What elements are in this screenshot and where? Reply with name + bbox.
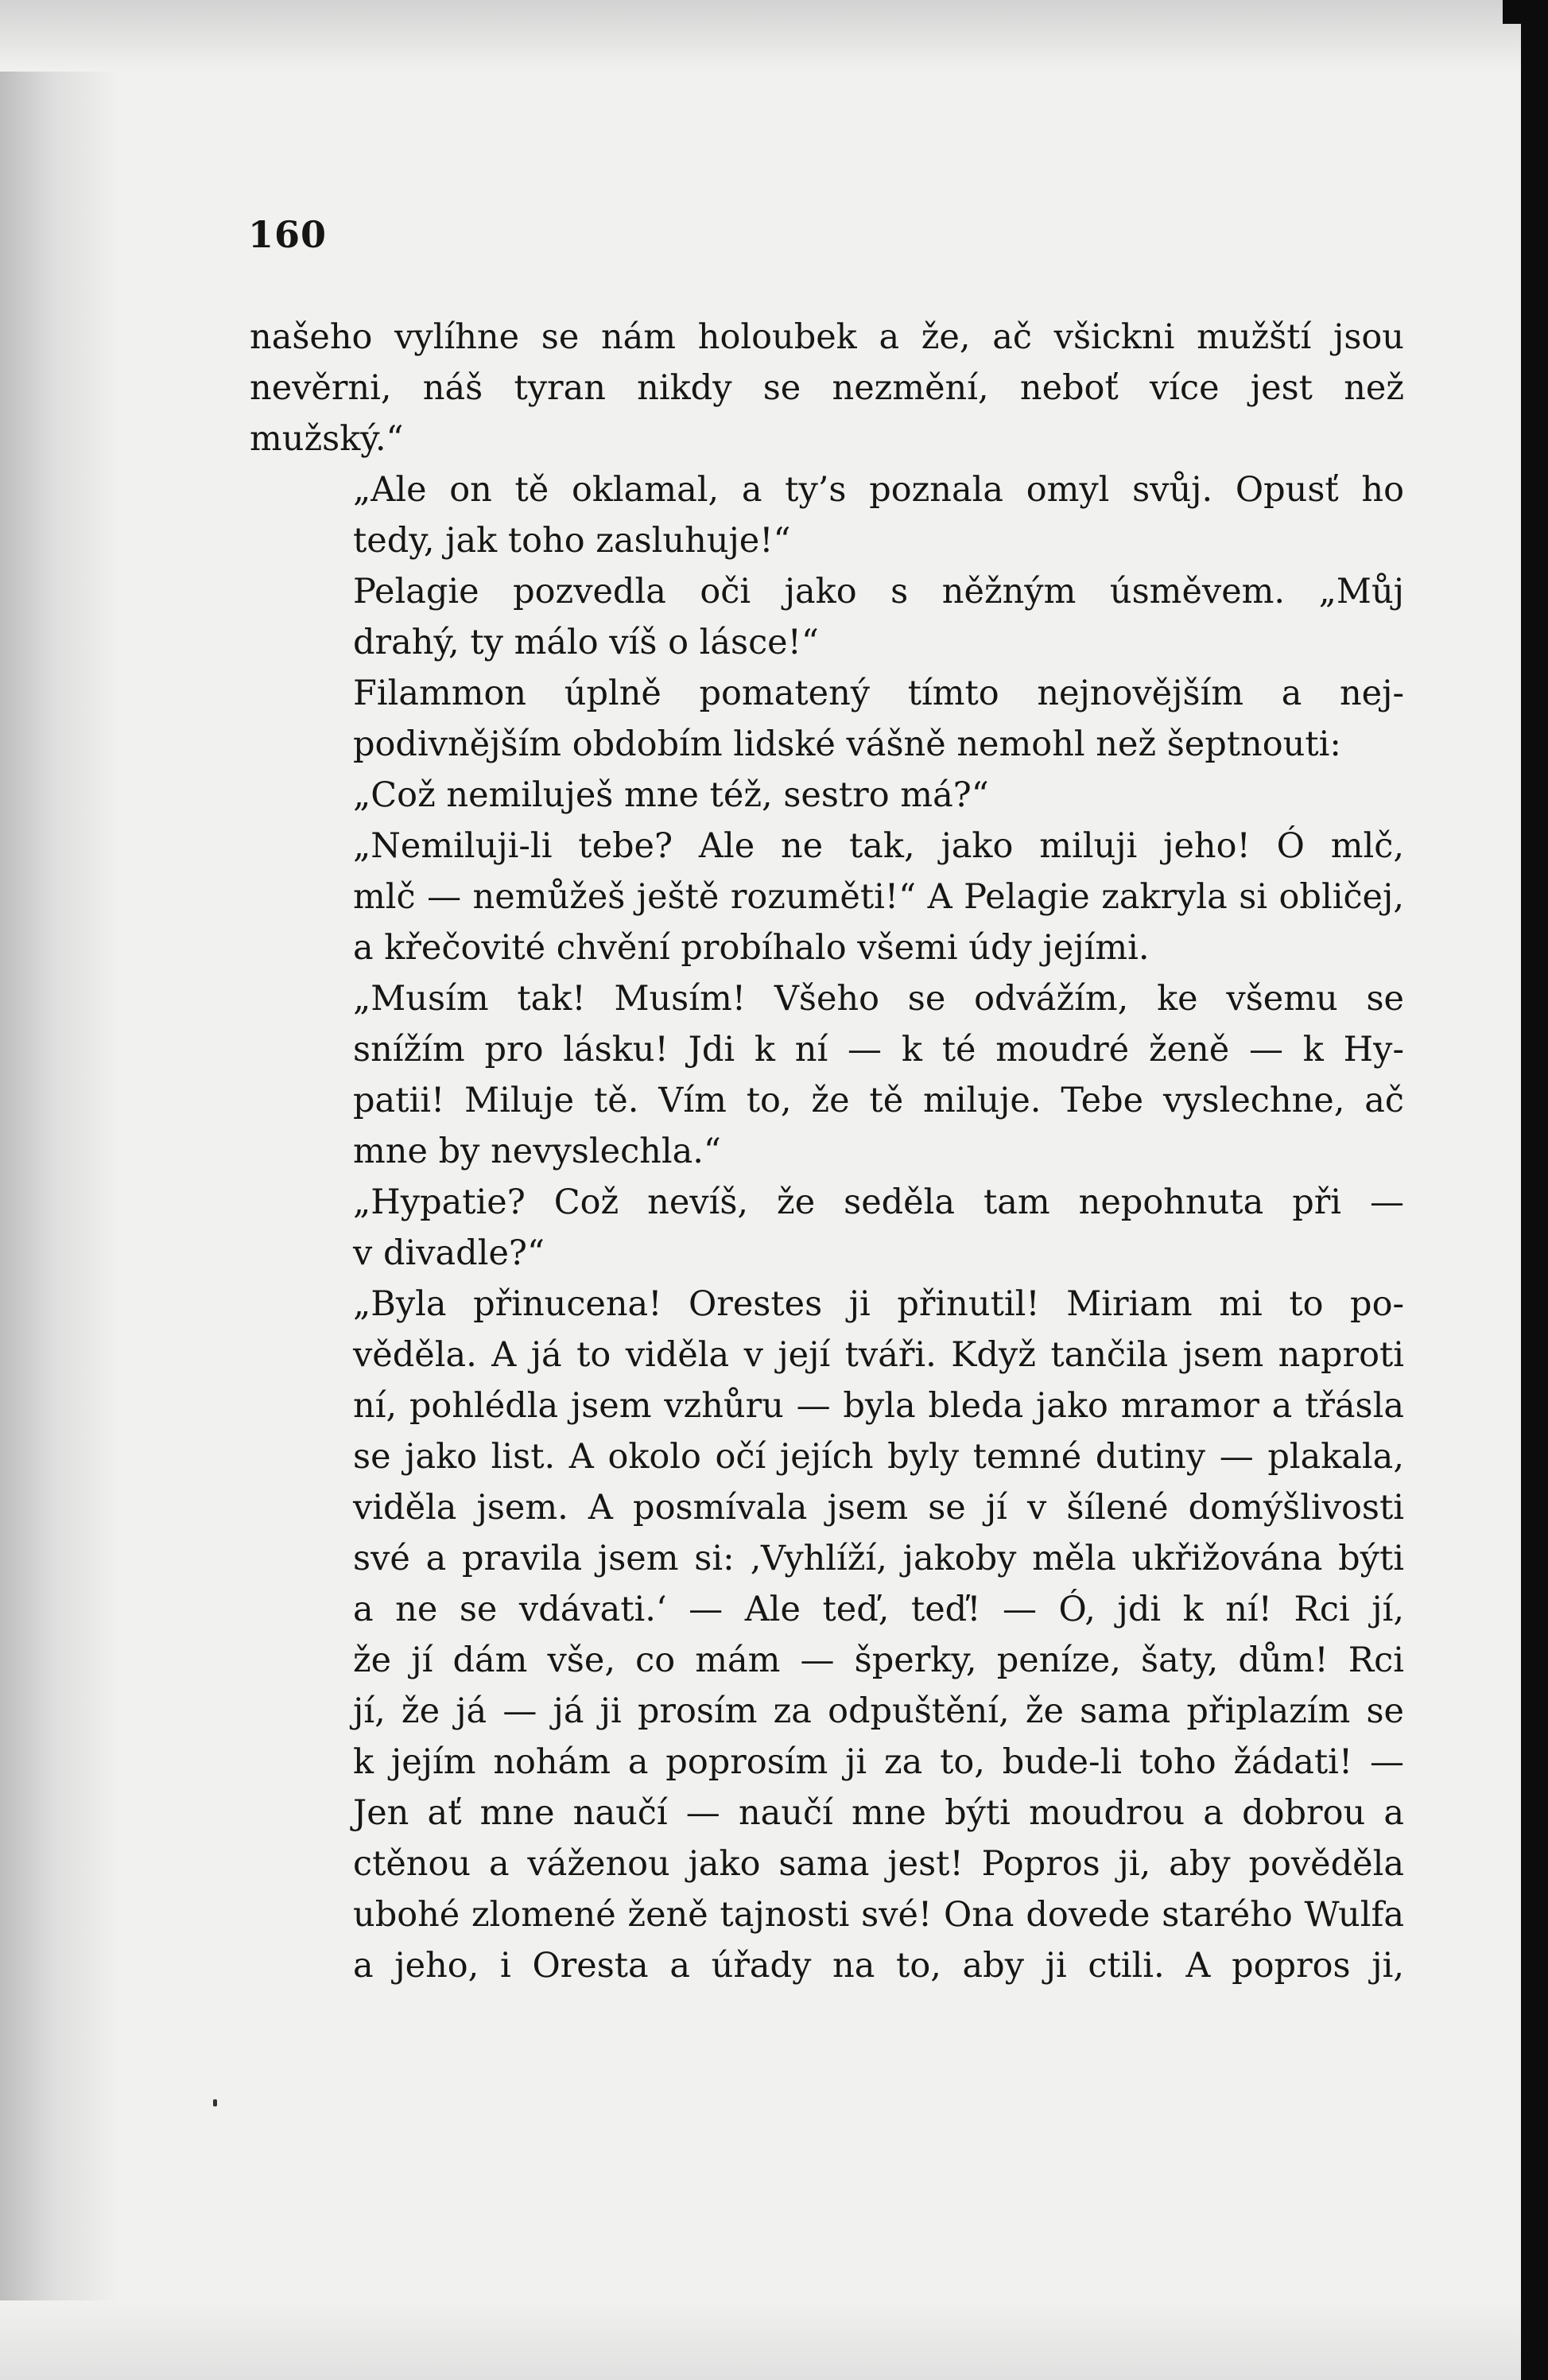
- text-line: se jako list. A okolo očí jejích byly temné dutiny — plakala,: [353, 1437, 1404, 1477]
- text-line: ubohé zlomené ženě tajnosti své! Ona dovede starého Wulfa: [353, 1895, 1404, 1935]
- text-line: jí, že já — já ji prosím za odpuštění, že sama připlazím se: [353, 1691, 1404, 1731]
- paragraph: [250, 312, 1404, 464]
- top-shadow: [0, 0, 1548, 72]
- paragraph: [250, 566, 1404, 668]
- page-number: 160: [248, 213, 328, 256]
- text-line: Filammon úplně pomatený tímto nejnovějším a nej-: [353, 674, 1404, 713]
- text-line: našeho vylíhne se nám holoubek a že, ač všickni mužští jsou: [250, 317, 1404, 357]
- text-line: ctěnou a váženou jako sama jest! Popros ji, aby pověděla: [353, 1844, 1404, 1884]
- binding-shadow: [0, 0, 119, 2380]
- scan-border-corner: [1503, 0, 1548, 24]
- text-line: „Musím tak! Musím! Všeho se odvážím, ke všemu se: [353, 979, 1404, 1019]
- text-line: mužský.“: [250, 419, 404, 459]
- ink-speck: [213, 2099, 217, 2106]
- text-line: a křečovité chvění probíhalo všemi údy jejími.: [353, 928, 1150, 968]
- text-line: věděla. A já to viděla v její tváři. Když tančila jsem naproti: [353, 1335, 1404, 1375]
- text-line: „Ale on tě oklamal, a ty’s poznala omyl svůj. Opusť ho: [353, 470, 1404, 510]
- text-line: a ne se vdávati.‘ — Ale teď, teď! — Ó, jdi k ní! Rci jí,: [353, 1590, 1404, 1629]
- text-line: „Nemiluji-li tebe? Ale ne tak, jako miluji jeho! Ó mlč,: [353, 826, 1404, 866]
- text-line: tedy, jak toho zasluhuje!“: [353, 521, 791, 561]
- text-line: v divadle?“: [353, 1233, 545, 1273]
- text-line: své a pravila jsem si: ‚Vyhlíží, jakoby měla ukřižována býti: [353, 1539, 1404, 1578]
- paragraph: [250, 973, 1404, 1177]
- text-line: Jen ať mne naučí — naučí mne býti moudrou a dobrou a: [353, 1793, 1404, 1833]
- text-line: ní, pohlédla jsem vzhůru — byla bleda jako mramor a třásla: [353, 1386, 1404, 1426]
- text-line: a jeho, i Oresta a úřady na to, aby ji ctili. A popros ji,: [353, 1946, 1404, 1986]
- bottom-shadow: [0, 2300, 1548, 2380]
- text-line: „Což nemiluješ mne též, sestro má?“: [353, 775, 989, 815]
- paragraph: [250, 1177, 1404, 1279]
- text-line: „Hypatie? Což nevíš, že seděla tam nepohnuta při —: [353, 1182, 1404, 1222]
- text-line: mlč — nemůžeš ještě rozuměti!“ A Pelagie zakryla si obličej,: [353, 877, 1404, 917]
- scan-border-right: [1521, 0, 1548, 2380]
- text-line: nevěrni, náš tyran nikdy se nezmění, neboť více jest než: [250, 368, 1404, 408]
- text-line: snížím pro lásku! Jdi k ní — k té moudré ženě — k Hy-: [353, 1030, 1404, 1070]
- text-line: „Byla přinucena! Orestes ji přinutil! Miriam mi to po-: [353, 1284, 1404, 1324]
- paragraph: [250, 668, 1404, 770]
- text-line: Pelagie pozvedla oči jako s něžným úsměvem. „Můj: [353, 572, 1404, 612]
- paragraph: [250, 464, 1404, 566]
- text-line: drahý, ty málo víš o lásce!“: [353, 623, 819, 662]
- paragraph: [250, 821, 1404, 973]
- text-line: k jejím nohám a poprosím ji za to, bude-li toho žádati! —: [353, 1742, 1404, 1782]
- text-line: podivnějším obdobím lidské vášně nemohl než šeptnouti:: [353, 724, 1341, 764]
- paragraph: [250, 770, 1404, 821]
- paragraph: [250, 1279, 1404, 1991]
- text-line: že jí dám vše, co mám — šperky, peníze, šaty, dům! Rci: [353, 1640, 1404, 1680]
- body-text: [250, 312, 1404, 1991]
- text-line: mne by nevyslechla.“: [353, 1132, 721, 1171]
- text-line: viděla jsem. A posmívala jsem se jí v šílené domýšlivosti: [353, 1488, 1404, 1528]
- text-line: patii! Miluje tě. Vím to, že tě miluje. Tebe vyslechne, ač: [353, 1081, 1404, 1120]
